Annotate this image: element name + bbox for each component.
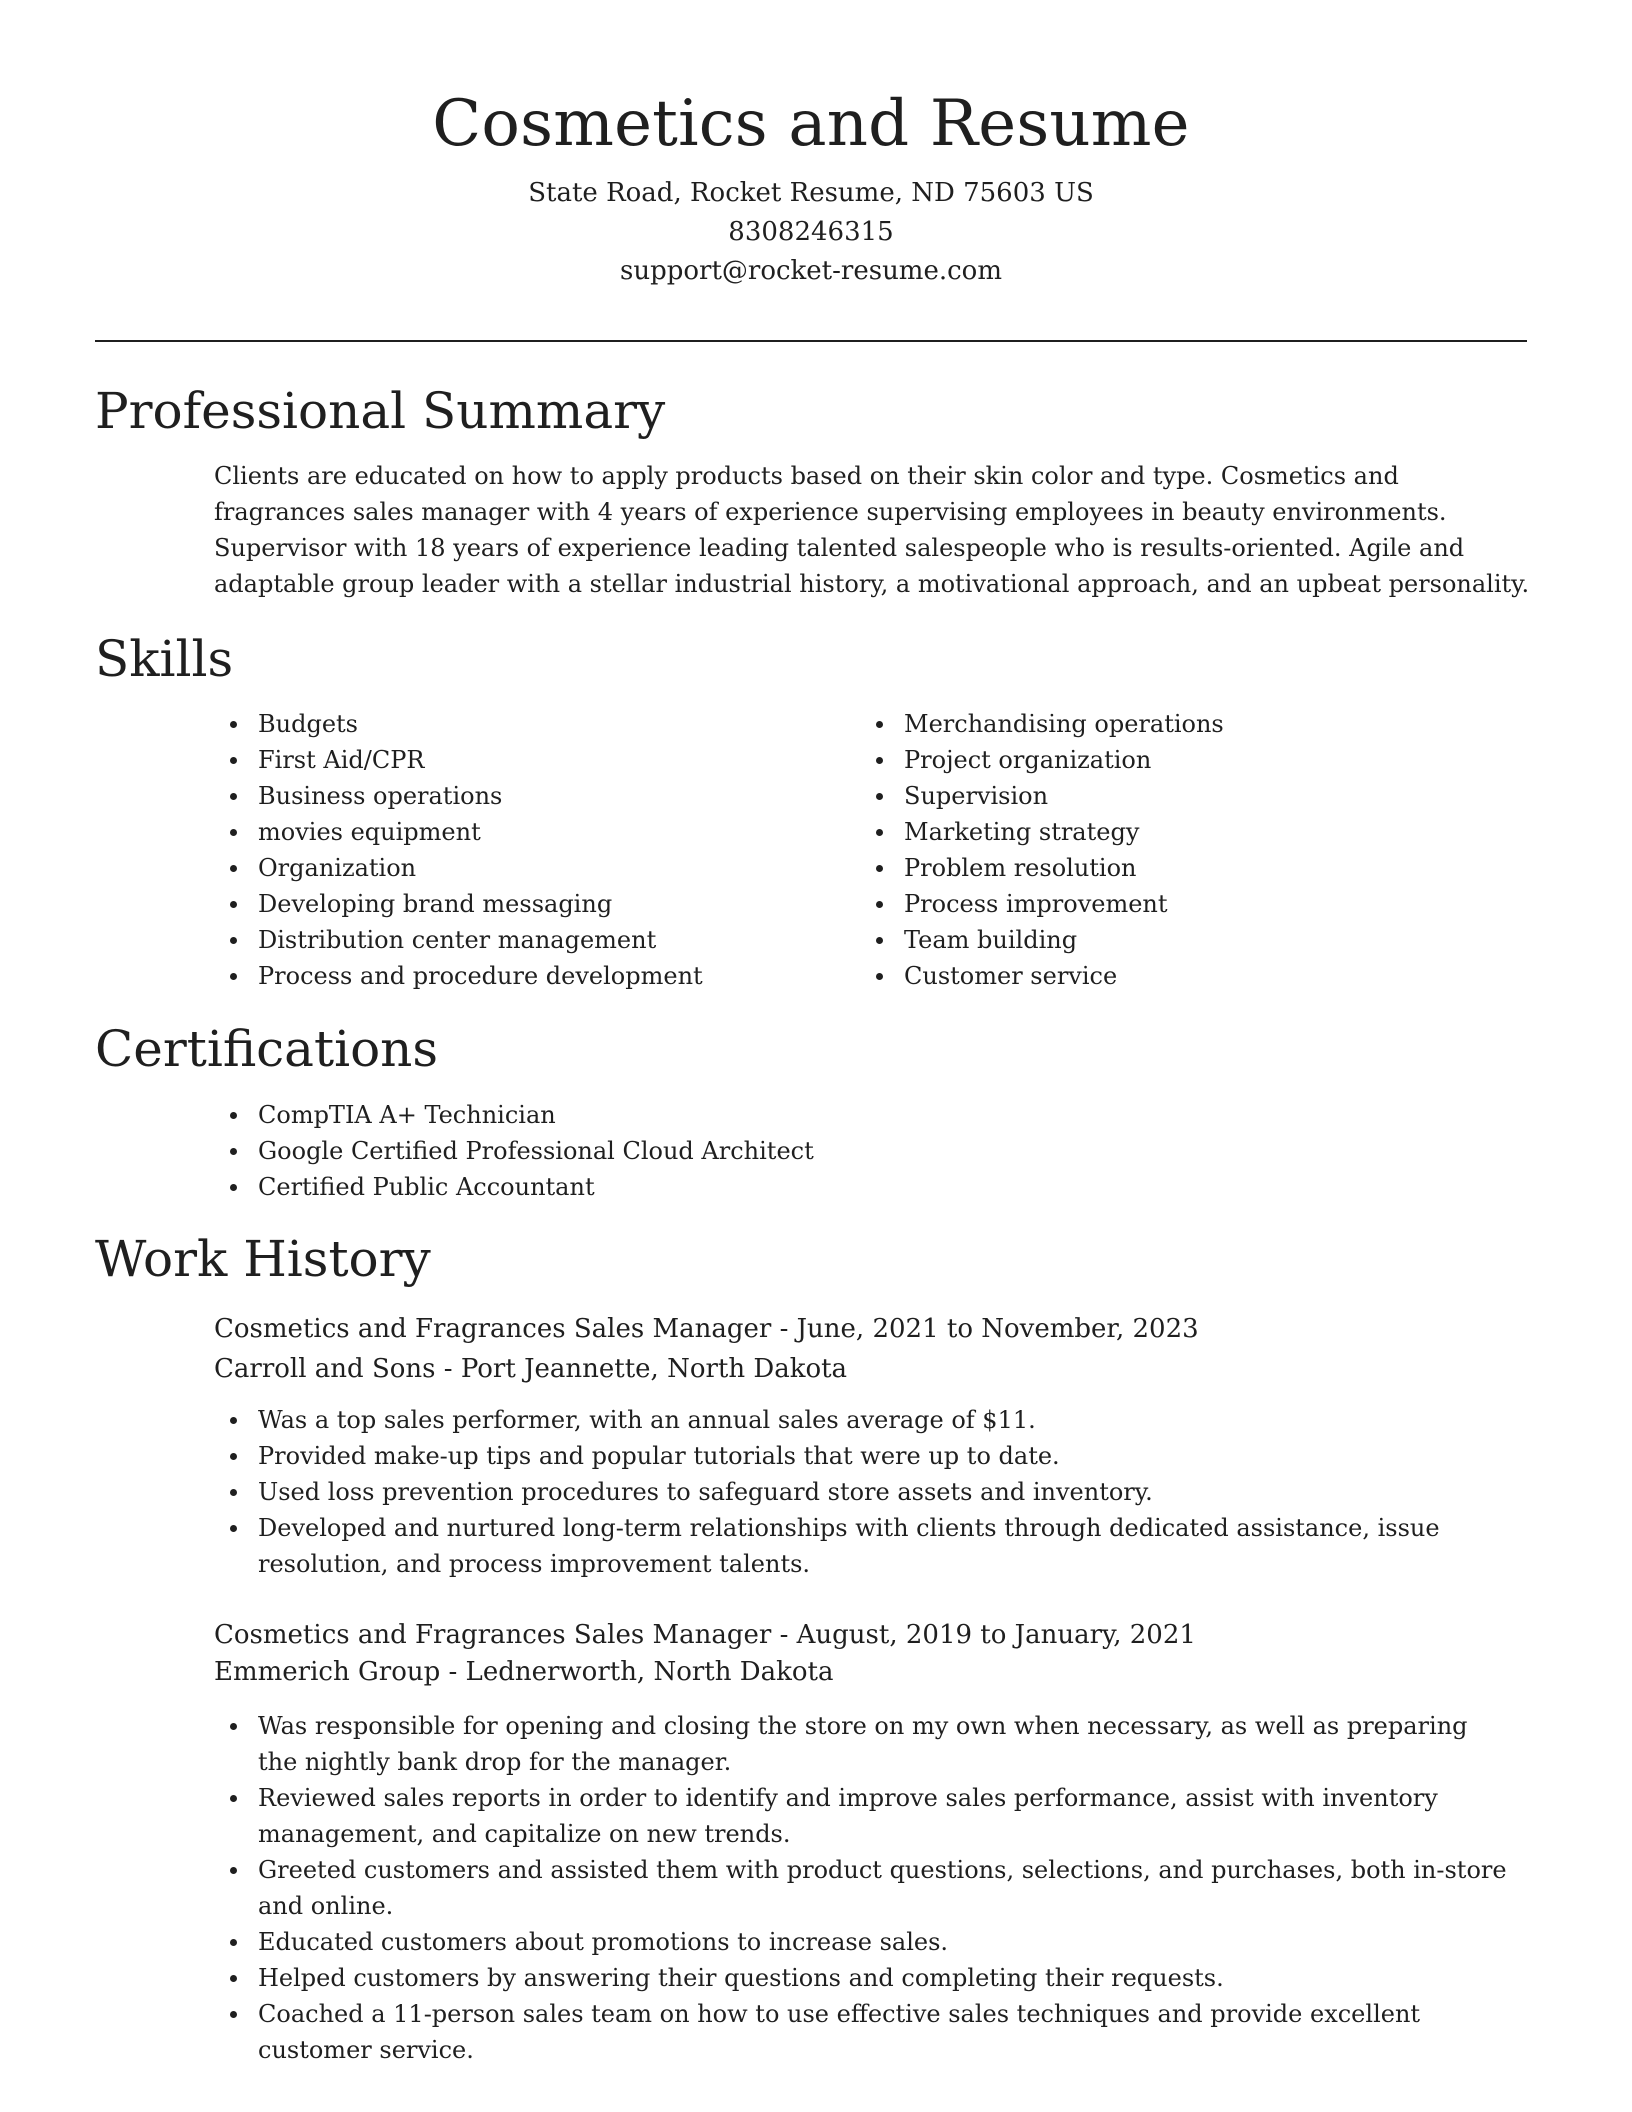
job-dates: - June, 2021 to November, 2023 (771, 1314, 1199, 1344)
address: State Road, Rocket Resume, ND 75603 US (528, 178, 1094, 208)
skill-item: Process and procedure development (214, 958, 814, 994)
work-history-heading: Work History (95, 1230, 431, 1288)
skill-item: Supervision (860, 778, 1460, 814)
skill-item: Distribution center management (214, 922, 814, 958)
job-title-line (214, 1309, 1199, 1349)
summary-text: Clients are educated on how to apply products based on their skin color and type. Cosmetics and fragrances sales manager with 4 years of experience supervising employees in beauty environments. Supervisor with 18 years of experience leading talented salespeople who is results-oriented. Agile and adaptable group leader with a stellar industrial history, a motivational approach, and an upbeat personality. (214, 462, 1530, 598)
skills-list-left (214, 706, 814, 994)
certifications-heading: Certifications (95, 1020, 439, 1078)
job-location: - Lednerworth, North Dakota (440, 1657, 834, 1687)
job-duty: Provided make-up tips and popular tutorials that were up to date. (214, 1438, 1514, 1474)
job-dates: - August, 2019 to January, 2021 (771, 1620, 1196, 1650)
header-divider (95, 340, 1527, 342)
certification-item: Certified Public Accountant (214, 1169, 1514, 1205)
job-location: - Port Jeannette, North Dakota (435, 1354, 848, 1384)
applicant-name: Cosmetics and Resume (432, 87, 1190, 161)
job-company-line (214, 1349, 847, 1389)
job-role: Cosmetics and Fragrances Sales Manager (214, 1620, 772, 1650)
job-company-line (214, 1652, 833, 1692)
skill-item: Team building (860, 922, 1460, 958)
job-employer: Carroll and Sons (214, 1354, 436, 1384)
job-duty: Was responsible for opening and closing the store on my own when necessary, as well as preparing the nightly bank drop for the manager. (214, 1708, 1514, 1780)
job-duty: Reviewed sales reports in order to identify and improve sales performance, assist with inventory management, and capitalize on new trends. (214, 1780, 1514, 1852)
job-duty: Developed and nurtured long-term relationships with clients through dedicated assistance, issue resolution, and process improvement talents. (214, 1510, 1514, 1582)
job-duty: Helped customers by answering their questions and completing their requests. (214, 1960, 1514, 1996)
job-duty: Used loss prevention procedures to safeguard store assets and inventory. (214, 1474, 1514, 1510)
job-role: Cosmetics and Fragrances Sales Manager (214, 1314, 772, 1344)
certification-item: CompTIA A+ Technician (214, 1097, 1514, 1133)
skill-item: Merchandising operations (860, 706, 1460, 742)
certification-item: Google Certified Professional Cloud Architect (214, 1133, 1514, 1169)
summary-heading: Professional Summary (95, 382, 666, 440)
skill-item: movies equipment (214, 814, 814, 850)
job-duty: Educated customers about promotions to increase sales. (214, 1924, 1514, 1960)
job-employer: Emmerich Group (214, 1657, 441, 1687)
skill-item: Project organization (860, 742, 1460, 778)
skill-item: Marketing strategy (860, 814, 1460, 850)
job-title-line (214, 1615, 1196, 1655)
skill-item: Developing brand messaging (214, 886, 814, 922)
contact-info (95, 174, 1527, 291)
job-duties-list (214, 1708, 1514, 2068)
skills-heading: Skills (95, 630, 234, 688)
skill-item: Customer service (860, 958, 1460, 994)
skill-item: Process improvement (860, 886, 1460, 922)
job-duty: Coached a 11-person sales team on how to use effective sales techniques and provide excellent customer service. (214, 1996, 1514, 2068)
certifications-list (214, 1097, 1514, 1205)
skill-item: Organization (214, 850, 814, 886)
resume-header (95, 82, 1527, 291)
skills-list-right (860, 706, 1460, 994)
skill-item: Budgets (214, 706, 814, 742)
phone-number: 8308246315 (728, 217, 894, 247)
skill-item: First Aid/CPR (214, 742, 814, 778)
skill-item: Business operations (214, 778, 814, 814)
job-duties-list (214, 1402, 1514, 1582)
email-address: support@rocket-resume.com (619, 256, 1002, 286)
job-duty: Greeted customers and assisted them with product questions, selections, and purchases, both in-store and online. (214, 1852, 1514, 1924)
job-duty: Was a top sales performer, with an annual sales average of $11. (214, 1402, 1514, 1438)
skill-item: Problem resolution (860, 850, 1460, 886)
